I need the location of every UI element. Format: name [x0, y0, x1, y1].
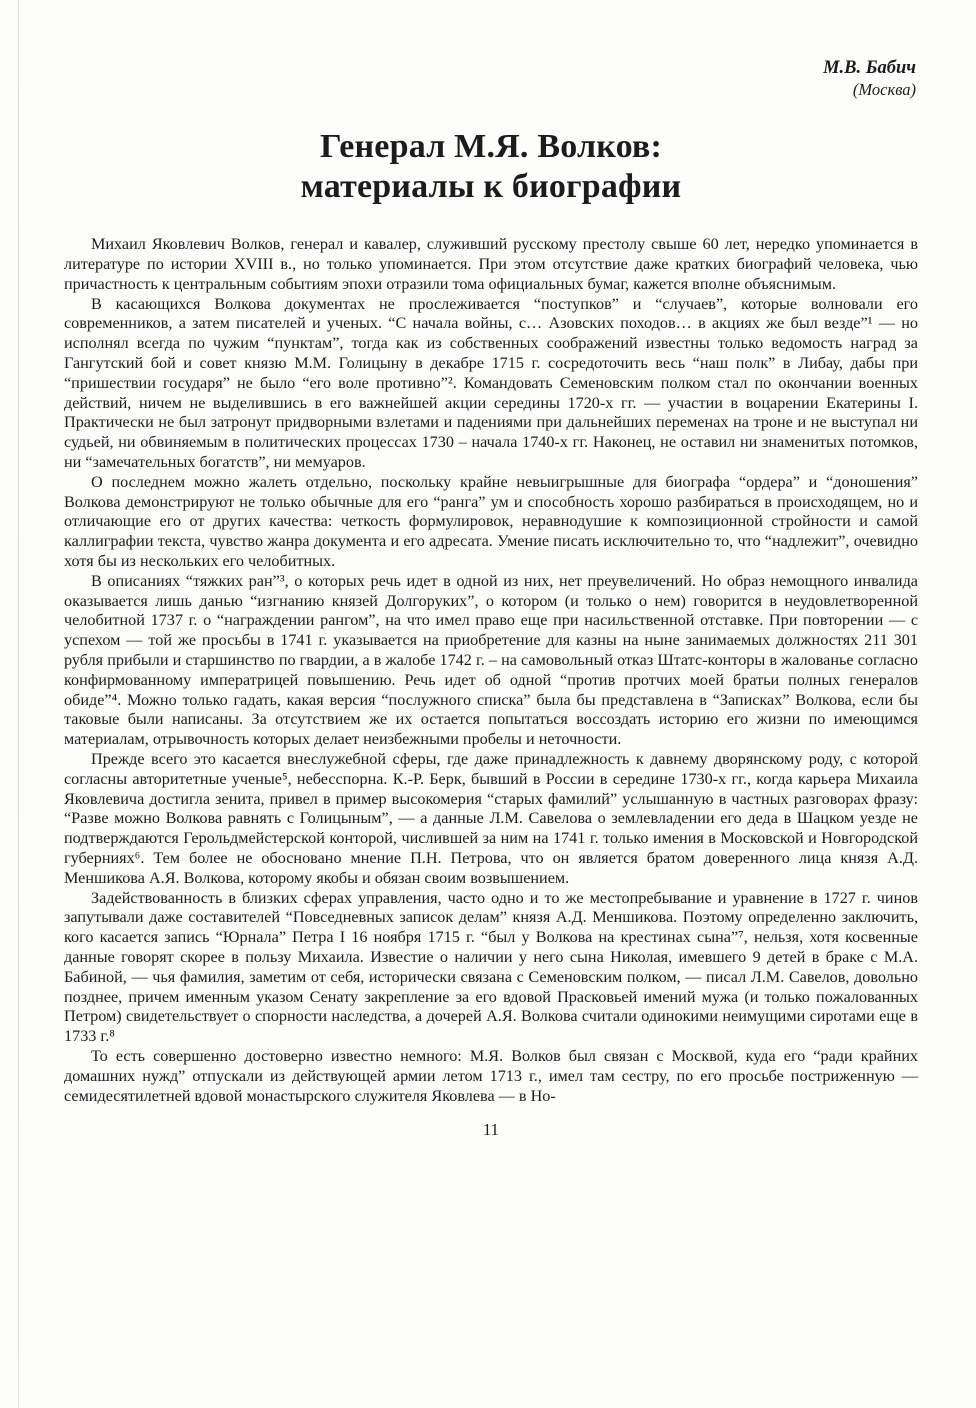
- author-name: М.В. Бабич: [823, 58, 916, 78]
- author-location: (Москва): [852, 79, 916, 99]
- article-body: [64, 235, 918, 1106]
- paragraph: Задействованность в близких сферах управления, часто одно и то же местопребывание и уравнение в 1727 г. чинов запутывали даже составителей “Повседневных записок делам” князя А.Д. Меншикова. Поэтому определенно заключить, кого касается запись “Юрнала” Петра I 16 ноября 1715 г. “был у Волкова на крестинах сына”⁷, нельзя, хотя косвенные данные говорят скорее в пользу Михаила. Известие о наличии у него сына Николая, имевшего 9 детей в браке с М.А. Бабиной, — чья фамилия, заметим от себя, исторически связана с Семеновским полком, — писал Л.М. Савелов, довольно позднее, причем именным указом Сенату закрепление за его вдовой Прасковьей имений мужа (и только пожалованных Петром) свидетельствует о спорности наследства, а дочерей А.Я. Волкова считали одинокими неимущими сиротами еще в 1733 г.⁸: [64, 888, 918, 1046]
- paragraph: Михаил Яковлевич Волков, генерал и кавалер, служивший русскому престолу свыше 60 лет, нередко упоминается в литературе по истории XVIII в., но только упоминается. При этом отсутствие даже кратких биографий человека, чью причастность к центральным событиям эпохи отразили тома официальных бумаг, кажется вполне объяснимым.: [64, 235, 918, 293]
- paragraph: В касающихся Волкова документах не прослеживается “поступков” и “случаев”, которые волновали его современников, а затем писателей и ученых. “С начала войны, с… Азовских походов… в акциях же был везде”¹ — но исполнял всегда по чужим “пунктам”, тогда как из собственных соображений известны только ведомость наград за Гангутский бой и совет князю М.М. Голицыну в декабре 1715 г. сосредоточить весь “наш полк” в Либау, дабы при “пришествии государя” не было “его воле противно”². Командовать Семеновским полком стал по окончании военных действий, ничем не выделившись в его важнейшей акции середины 1720-х гг. — участии в воцарении Екатерины I. Практически не был затронут придворными взлетами и падениями при дальнейших переменах на троне и не выступал ни судьей, ни обвиняемым в политических процессах 1730 – начала 1740-х гг. Наконец, не оставил ни знаменитых потомков, ни “замечательных богатств”, ни мемуаров.: [64, 294, 918, 472]
- page-title-line1: Генерал М.Я. Волков:: [319, 128, 663, 166]
- paragraph: Прежде всего это касается внеслужебной сферы, где даже принадлежность к давнему дворянскому роду, с которой согласны авторитетные ученые⁵, небесспорна. К.-Р. Берк, бывший в России в середине 1730-х гг., когда карьера Михаила Яковлевича достигла зенита, привел в пример высокомерия “старых фамилий” услышанную в частных разговорах фразу: “Разве можно Волкова равнять с Голицыным”, — а данные Л.М. Савелова о землевладении его деда в Шацком уезде не подтверждаются Герольдмейстерской конторой, числившей за ним на 1741 г. только имения в Московской и Новгородской губерниях⁶. Тем более не обосновано мнение П.Н. Петрова, что он является братом доверенного лица князя А.Д. Меншикова А.Я. Волкова, которому якобы и обязан своим возвышением.: [64, 750, 918, 887]
- page-number: 11: [483, 1120, 499, 1140]
- scan-edge-artifact: [18, 0, 19, 1408]
- paragraph: В описаниях “тяжких ран”³, о которых речь идет в одной из них, нет преувеличений. Но образ немощного инвалида оказывается лишь данью “изгнанию князей Долгоруких”, о котором (и только о нем) говорится в неудовлетворенной челобитной 1737 г. о “награждении рангом”, на что имел право еще при насильственной отставке. При повторении — с успехом — той же просьбы в 1741 г. указывается на приобретение для казны на ныне занимаемых должностях 211 301 рубля прибыли и старшинство по гвардии, а в жалобе 1742 г. – на самовольный отказ Штатс-конторы в жалованье согласно конфирмованному императрицей повышению. Речь идет об одной “против протчих моей братьи полных генералов обиде”⁴. Можно только гадать, какая версия “послужного списка” была бы представлена в “Записках” Волкова, если бы таковые были написаны. За отсутствием же их остается попытаться воссоздать историю его жизни по имеющимся материалам, отрывочность которых делает неизбежными пробелы и неточности.: [64, 571, 918, 749]
- page-title-line2: материалы к биографии: [300, 168, 682, 206]
- author-block: [64, 58, 918, 99]
- page-title: [64, 127, 918, 207]
- paragraph: То есть совершенно достоверно известно немного: М.Я. Волков был связан с Москвой, куда его “ради крайних домашних нужд” отпускали из действующей армии летом 1713 г., имел там сестру, по его просьбе постриженную —семидесятилетней вдовой монастырского служителя Яковлева — в Но-: [64, 1046, 918, 1105]
- paragraph: О последнем можно жалеть отдельно, поскольку крайне невыигрышные для биографа “ордера” и “доношения” Волкова демонстрируют не только обычные для его “ранга” ум и способность хорошо разбираться в происходящем, но и отличающие его от других качества: четкость формулировок, неравнодушие к композиционной стройности и самой каллиграфии текста, чувство жанра документа и его адресата. Умение писать исключительно то, что “надлежит”, очевидно хотя бы из нескольких его челобитных.: [64, 472, 918, 571]
